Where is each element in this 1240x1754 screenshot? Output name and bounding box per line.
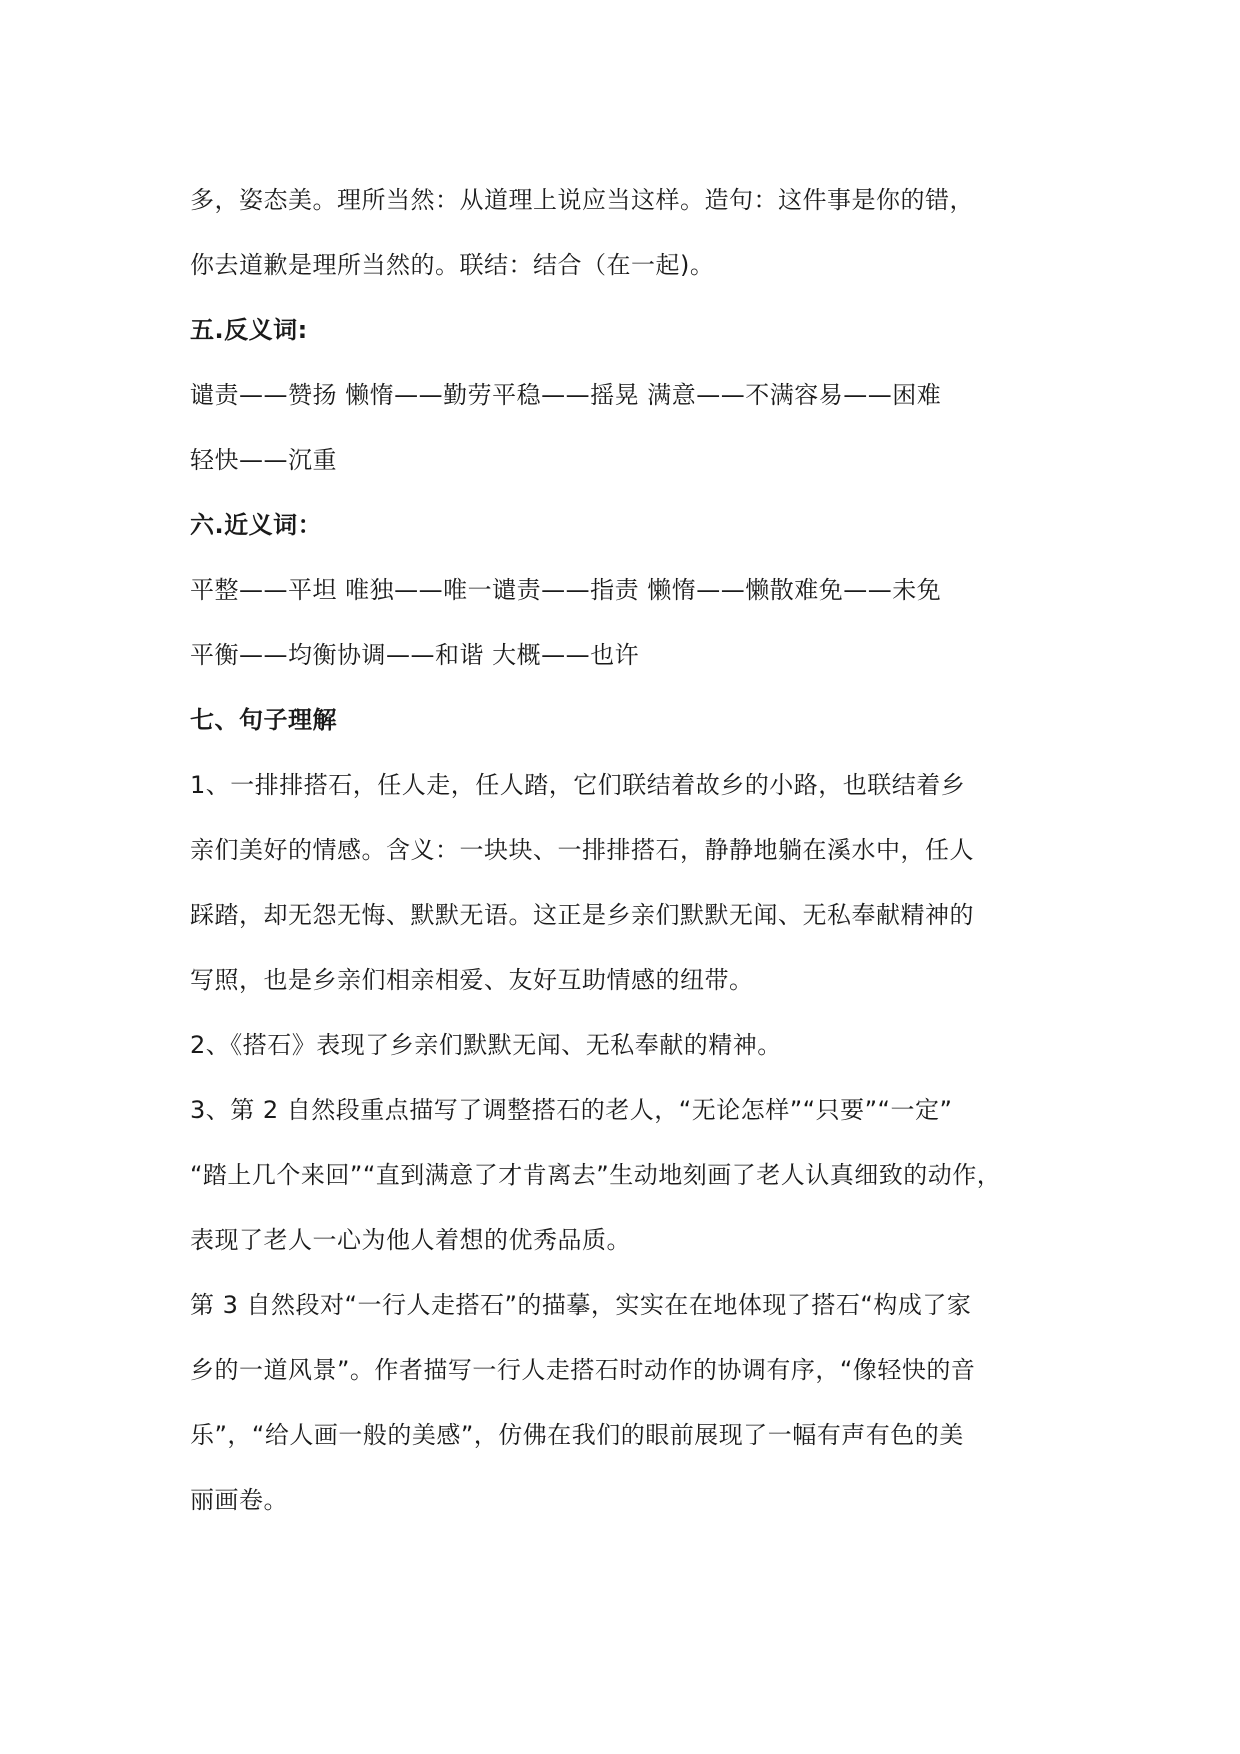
antonym-pairs-line: 轻快——沉重 — [190, 446, 337, 474]
section-heading-synonyms: 六.近义词： — [190, 511, 323, 539]
paragraph-line: 乡的一道风景”。作者描写一行人走搭石时动作的协调有序，“像轻快的音 — [190, 1356, 976, 1384]
paragraph-line: 踩踏，却无怨无悔、默默无语。这正是乡亲们默默无闻、无私奉献精神的 — [190, 901, 974, 929]
paragraph-line: 2、《搭石》表现了乡亲们默默无闻、无私奉献的精神。 — [190, 1031, 782, 1059]
section-heading-sentence-understanding: 七、句子理解 — [190, 706, 337, 734]
paragraph-line: 3、第 2 自然段重点描写了调整搭石的老人，“无论怎样”“只要”“一定” — [190, 1096, 953, 1124]
synonym-pairs-line: 平衡——均衡协调——和谐 大概——也许 — [190, 641, 640, 669]
paragraph-line: 表现了老人一心为他人着想的优秀品质。 — [190, 1226, 631, 1254]
paragraph-line: 你去道歉是理所当然的。联结：结合（在一起)。 — [190, 251, 715, 279]
paragraph-line: 丽画卷。 — [190, 1486, 288, 1514]
paragraph-line: 第 3 自然段对“一行人走搭石”的描摹，实实在在地体现了搭石“构成了家 — [190, 1291, 972, 1319]
paragraph-line: 写照，也是乡亲们相亲相爱、友好互助情感的纽带。 — [190, 966, 754, 994]
synonym-pairs-line: 平整——平坦 唯独——唯一谴责——指责 懒惰——懒散难免——未免 — [190, 576, 942, 604]
paragraph-line: 1、一排排搭石，任人走，任人踏，它们联结着故乡的小路，也联结着乡 — [190, 771, 966, 799]
paragraph-line: 亲们美好的情感。含义：一块块、一排排搭石，静静地躺在溪水中，任人 — [190, 836, 974, 864]
paragraph-line: “踏上几个来回”“直到满意了才肯离去”生动地刻画了老人认真细致的动作， — [190, 1161, 1002, 1189]
document-body — [190, 168, 1090, 1533]
paragraph-line: 乐”，“给人画一般的美感”，仿佛在我们的眼前展现了一幅有声有色的美 — [190, 1421, 964, 1449]
antonym-pairs-line: 谴责——赞扬 懒惰——勤劳平稳——摇晃 满意——不满容易——困难 — [190, 381, 942, 409]
paragraph-line: 多，姿态美。理所当然：从道理上说应当这样。造句：这件事是你的错， — [190, 186, 974, 214]
section-heading-antonyms: 五.反义词: — [190, 316, 308, 344]
